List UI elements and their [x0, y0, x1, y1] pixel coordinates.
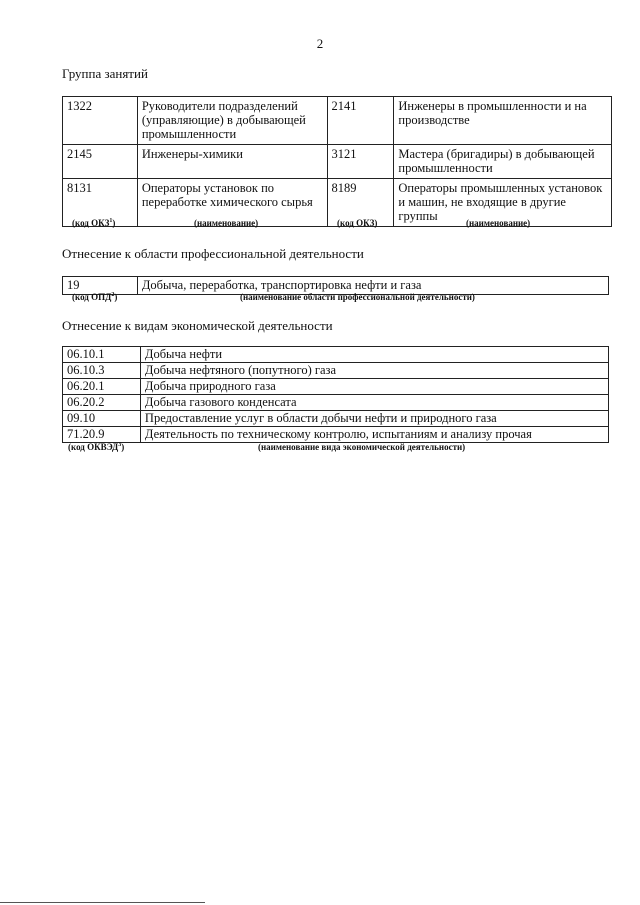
okz-name-cell: Инженеры-химики [137, 145, 327, 179]
page-number: 2 [316, 36, 324, 51]
okved-name-cell: Деятельность по техническому контролю, испытаниям и анализу прочая [140, 427, 608, 443]
okved-code-cell: 06.10.3 [63, 363, 141, 379]
okz-code-caption-2: (код ОКЗ) [337, 218, 378, 228]
opd-name-cell: Добыча, переработка, транспортировка нефти и газа [137, 277, 608, 295]
okz-name-caption: (наименование) [194, 218, 259, 228]
footnote-separator [0, 902, 205, 903]
caption-text: (код ОКЗ [72, 218, 110, 228]
table-row [63, 145, 612, 179]
okved-code-caption [68, 442, 124, 452]
okved-code-cell: 06.10.1 [63, 347, 141, 363]
opd-code-cell: 19 [63, 277, 138, 295]
caption-text: (код ОПД [72, 292, 112, 302]
table-row [63, 97, 612, 145]
footnote-mark: 3 [118, 442, 122, 448]
okz-code-cell: 2141 [327, 97, 394, 145]
okz-name-caption-2: (наименование) [466, 218, 531, 228]
okz-code-cell: 8189 [327, 179, 394, 227]
table-row [63, 379, 609, 395]
caption-text: ) [112, 218, 116, 228]
okz-code-cell: 8131 [63, 179, 138, 227]
okved-name-cell: Добыча нефти [140, 347, 608, 363]
opd-name-caption: (наименование области профессиональной деятельности) [240, 292, 475, 302]
footnote-mark: 2 [111, 292, 115, 298]
caption-text: (код ОКВЭД [68, 442, 119, 452]
okved-name-cell: Добыча газового конденсата [140, 395, 608, 411]
occupation-group-heading: Группа занятий [62, 66, 148, 81]
economic-activity-table [62, 346, 609, 443]
caption-text: ) [121, 442, 125, 452]
table-row [63, 347, 609, 363]
okz-name-cell: Операторы установок по переработке химического сырья [137, 179, 327, 227]
okz-code-caption [72, 218, 115, 228]
okved-code-cell: 09.10 [63, 411, 141, 427]
okved-name-cell: Добыча нефтяного (попутного) газа [140, 363, 608, 379]
okz-code-cell: 1322 [63, 97, 138, 145]
occupation-group-table [62, 96, 612, 227]
okz-name-cell: Операторы промышленных установок и машин, не входящие в другие группы [394, 179, 612, 227]
okz-name-cell: Руководители подразделений (управляющие) в добывающей промышленности [137, 97, 327, 145]
okved-code-cell: 06.20.1 [63, 379, 141, 395]
okved-code-cell: 06.20.2 [63, 395, 141, 411]
table-row [63, 395, 609, 411]
professional-area-heading: Отнесение к области профессиональной деятельности [62, 246, 364, 261]
okz-code-cell: 3121 [327, 145, 394, 179]
okz-name-cell: Мастера (бригадиры) в добывающей промышленности [394, 145, 612, 179]
okved-name-caption: (наименование вида экономической деятельности) [258, 442, 466, 452]
okz-name-cell: Инженеры в промышленности и на производстве [394, 97, 612, 145]
footnote-mark: 1 [109, 218, 113, 224]
okved-code-cell: 71.20.9 [63, 427, 141, 443]
economic-activity-heading: Отнесение к видам экономической деятельности [62, 318, 333, 333]
okved-name-cell: Добыча природного газа [140, 379, 608, 395]
table-row [63, 427, 609, 443]
okved-name-cell: Предоставление услуг в области добычи нефти и природного газа [140, 411, 608, 427]
caption-text: ) [114, 292, 118, 302]
okz-code-cell: 2145 [63, 145, 138, 179]
table-row [63, 363, 609, 379]
opd-code-caption [72, 292, 117, 302]
table-row [63, 411, 609, 427]
